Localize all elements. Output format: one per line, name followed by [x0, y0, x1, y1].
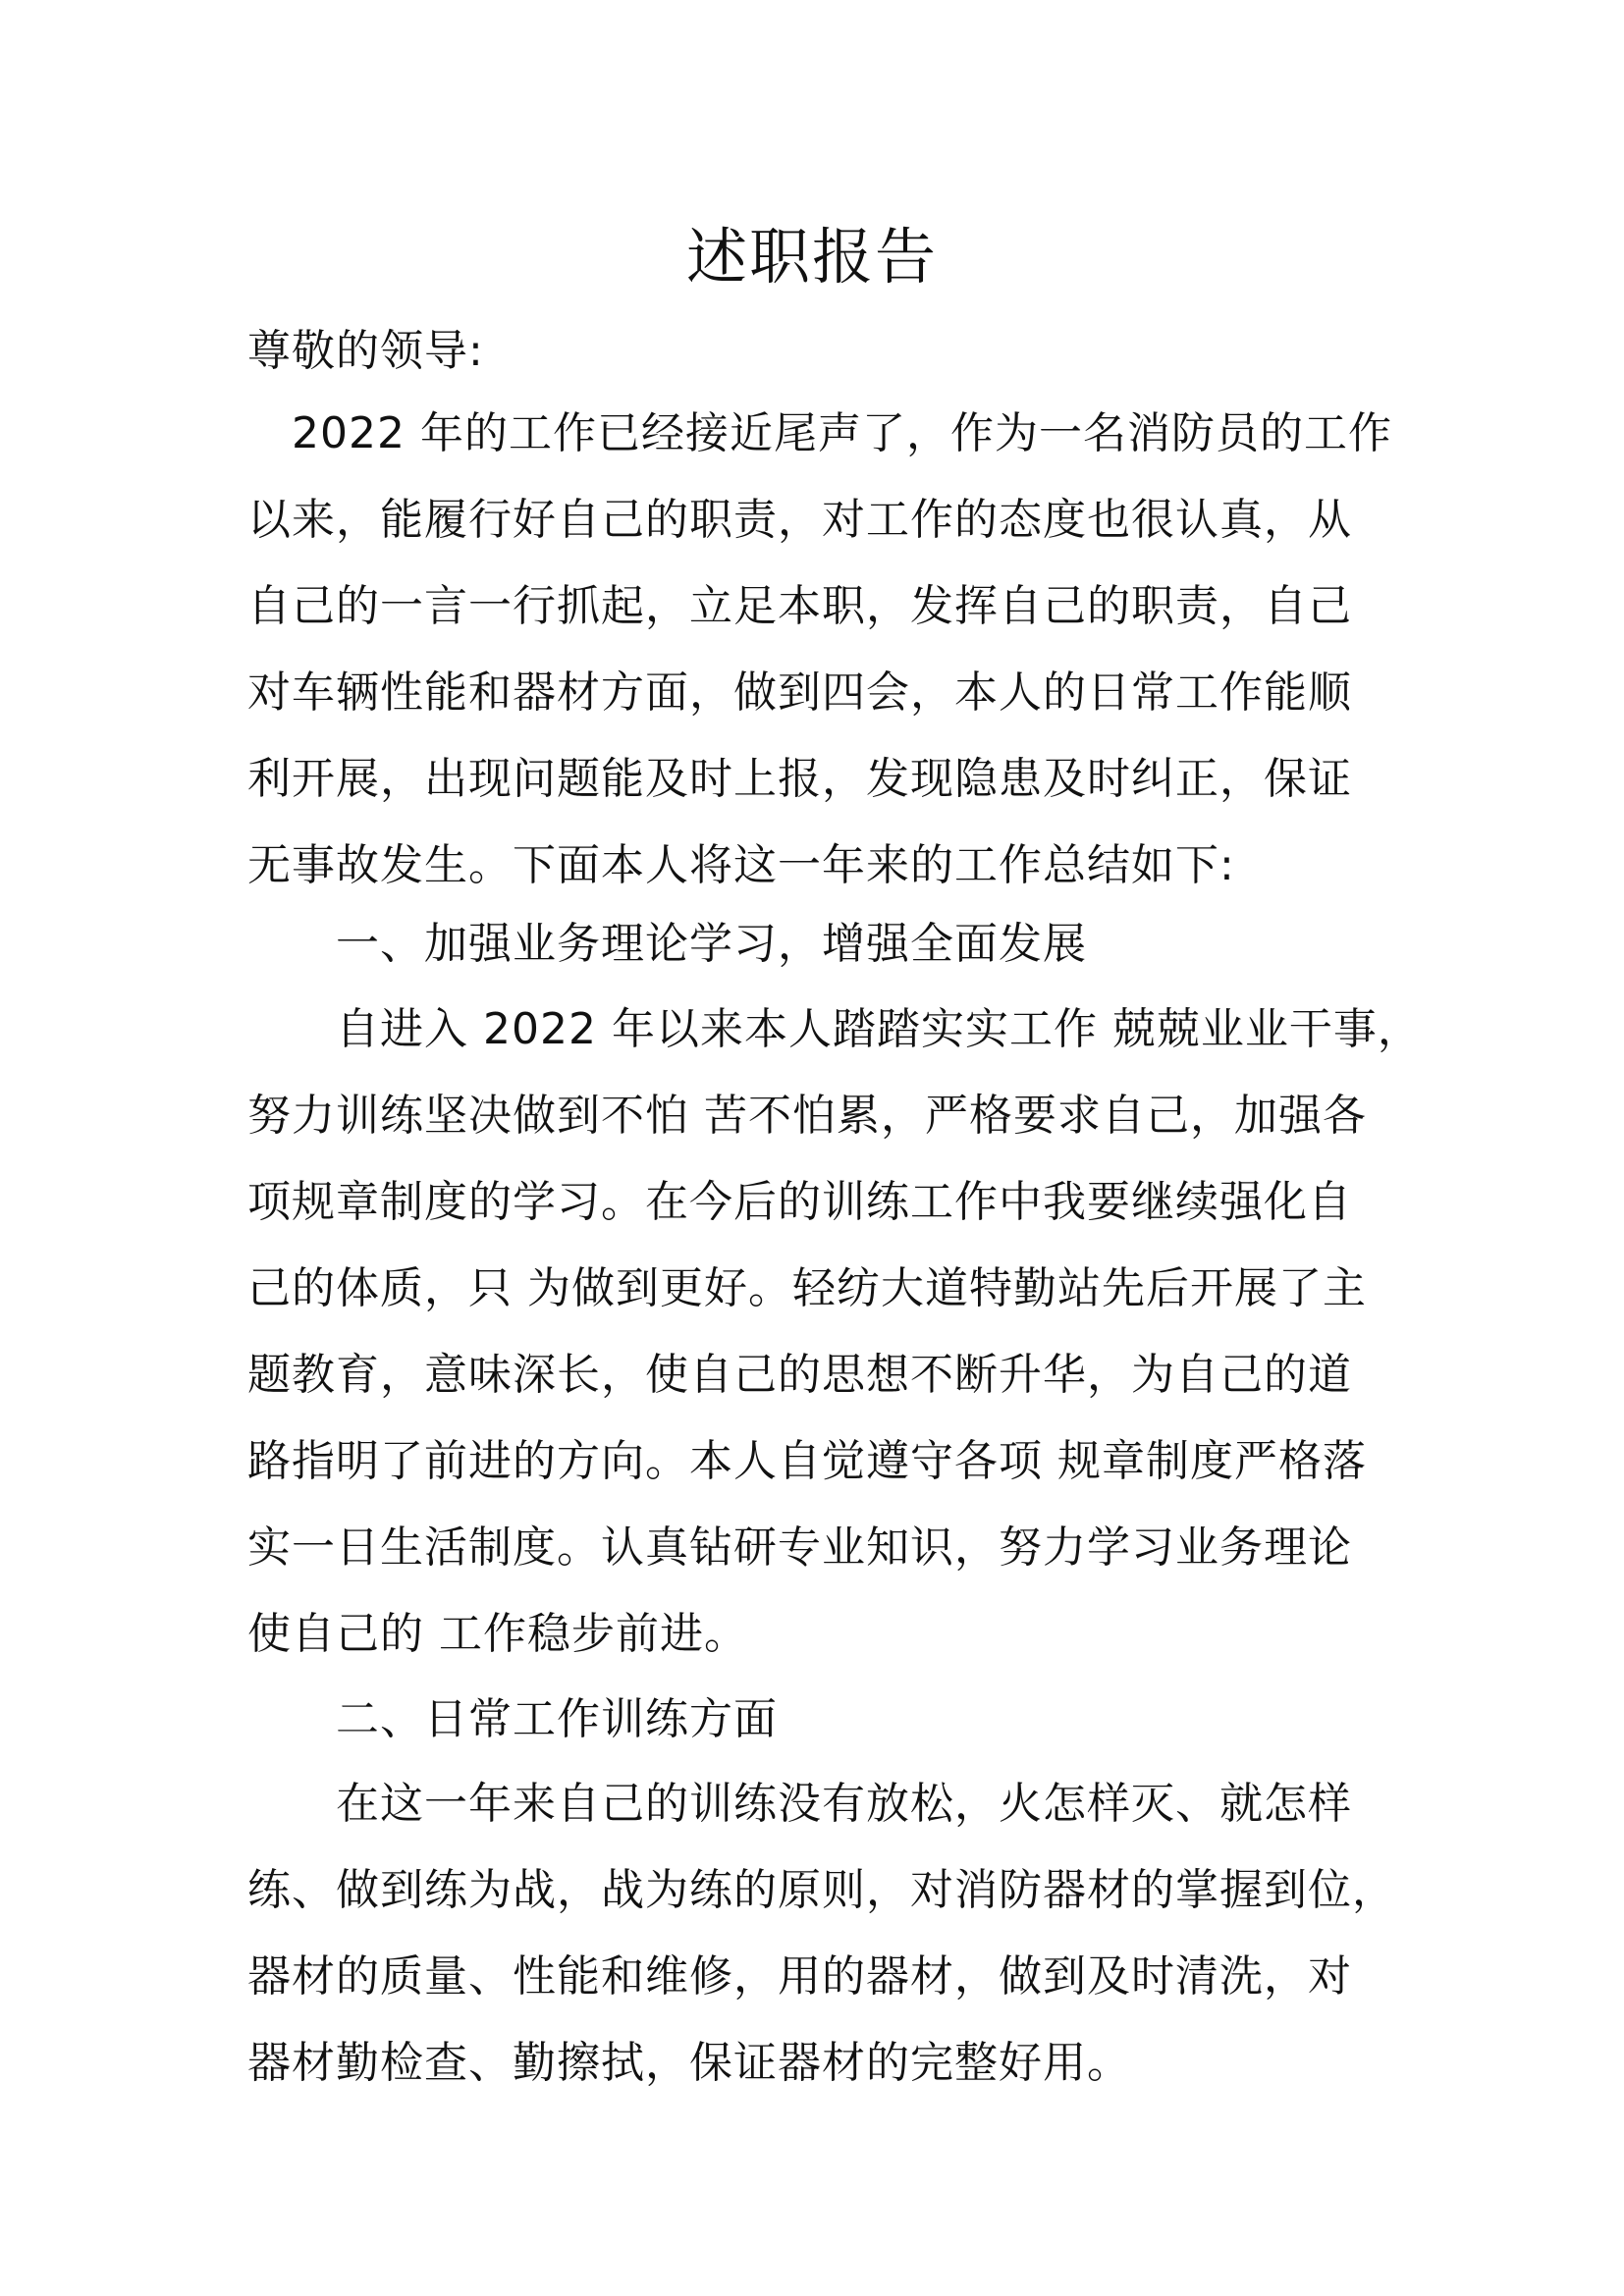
paragraph-line: 以来，能履行好自己的职责，对工作的态度也很认真，从 [247, 495, 1352, 545]
section-heading: 一、加强业务理论学习，增强全面发展 [336, 919, 1087, 969]
paragraph-line: 自进入 2022 年以来本人踏踏实实工作 兢兢业业干事， [336, 1004, 1422, 1054]
paragraph-line: 对车辆性能和器材方面，做到四会，本人的日常工作能顺 [247, 667, 1352, 718]
paragraph-line: 使自己的 工作稳步前进。 [247, 1609, 748, 1659]
paragraph-line: 器材勤检查、勤擦拭，保证器材的完整好用。 [247, 2038, 1131, 2088]
paragraph-line: 在这一年来自己的训练没有放松，火怎样灭、就怎样 [336, 1779, 1352, 1829]
paragraph-line: 努力训练坚决做到不怕 苦不怕累，严格要求自己，加强各 [247, 1091, 1367, 1141]
paragraph-line: 器材的质量、性能和维修，用的器材，做到及时清洗，对 [247, 1951, 1352, 2002]
section-heading: 二、日常工作训练方面 [336, 1694, 778, 1744]
paragraph-line: 利开展，出现问题能及时上报，发现隐患及时纠正，保证 [247, 754, 1352, 804]
paragraph-line: 自己的一言一行抓起，立足本职，发挥自己的职责，自己 [247, 581, 1352, 631]
paragraph-line: 无事故发生。下面本人将这一年来的工作总结如下: [247, 840, 1235, 890]
paragraph-line: 练、做到练为战，战为练的原则，对消防器材的掌握到位， [247, 1865, 1396, 1915]
document-title: 述职报告 [685, 221, 938, 293]
paragraph-line: 2022 年的工作已经接近尾声了，作为一名消防员的工作 [292, 408, 1392, 458]
paragraph-line: 路指明了前进的方向。本人自觉遵守各项 规章制度严格落 [247, 1436, 1367, 1486]
paragraph-line: 题教育，意味深长，使自己的思想不断升华，为自己的道 [247, 1350, 1352, 1400]
paragraph-line: 实一日生活制度。认真钻研专业知识，努力学习业务理论 [247, 1522, 1352, 1573]
salutation: 尊敬的领导: [247, 326, 484, 376]
paragraph-line: 项规章制度的学习。在今后的训练工作中我要继续强化自 [247, 1177, 1352, 1227]
paragraph-line: 己的体质，只 为做到更好。轻纺大道特勤站先后开展了主 [247, 1263, 1367, 1313]
